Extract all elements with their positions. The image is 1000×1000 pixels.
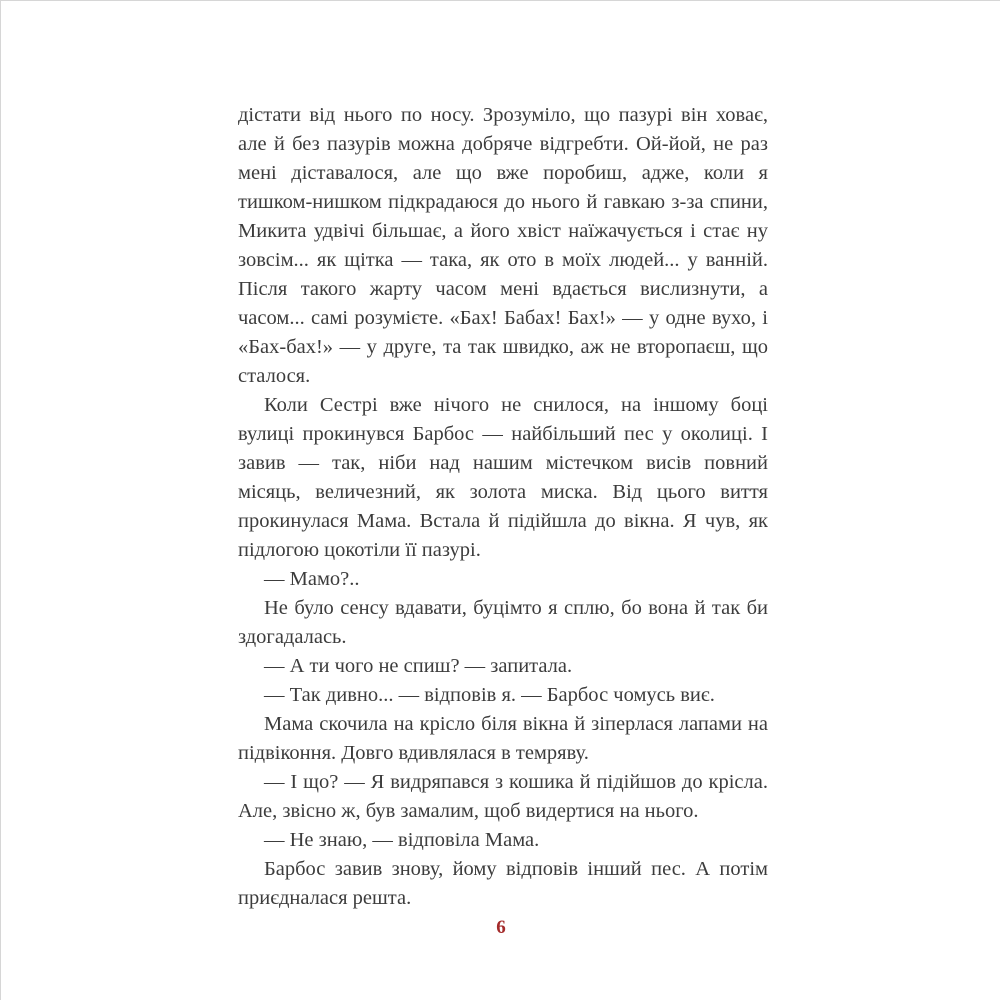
paragraph: — І що? — Я видряпався з кошика й підійшов до крісла. Але, звісно ж, був замалим, щоб видертися на нього. bbox=[238, 771, 768, 822]
paragraph: дістати від нього по носу. Зрозуміло, що пазурі він ховає, але й без пазурів можна добряче відгребти. Ой-йой, не раз мені діставалося, але що вже поробиш, адже, коли я тишком-нишком підкрадаюся до нього й гавкаю з-за спини, Микита удвічі більшає, а його хвіст наїжачується і стає ну зовсім... як щітка — така, як ото в моїх людей... у ванній. Після такого жарту часом мені вдається вислизнути, а часом... самі розумієте. «Бах! Бабах! Бах!» — у одне вухо, і «Бах-бах!» — у друге, та так швидко, аж не второпаєш, що сталося. bbox=[238, 104, 768, 387]
paragraph: — Не знаю, — відповіла Мама. bbox=[264, 829, 540, 851]
paragraph: — Мамо?.. bbox=[264, 568, 360, 590]
text-block bbox=[238, 101, 768, 913]
paragraph: Мама скочила на крісло біля вікна й зіперлася лапами на підвіконня. Довго вдивлялася в темряву. bbox=[238, 713, 768, 764]
paragraph: Коли Сестрі вже нічого не снилося, на іншому боці вулиці прокинувся Барбос — найбільший пес у околиці. І завив — так, ніби над нашим містечком висів повний місяць, величезний, як золота миска. Від цього виття прокинулася Мама. Встала й підійшла до вікна. Я чув, як підлогою цокотіли її пазурі. bbox=[238, 394, 768, 561]
page-number: 6 bbox=[496, 917, 506, 938]
paragraph: — А ти чого не спиш? — запитала. bbox=[264, 655, 573, 677]
paragraph: Не було сенсу вдавати, буцімто я сплю, бо вона й так би здогадалась. bbox=[238, 597, 768, 648]
paragraph: — Так дивно... — відповів я. — Барбос чомусь виє. bbox=[264, 684, 715, 706]
paragraph: Барбос завив знову, йому відповів інший пес. А потім приєдналася решта. bbox=[238, 858, 768, 909]
